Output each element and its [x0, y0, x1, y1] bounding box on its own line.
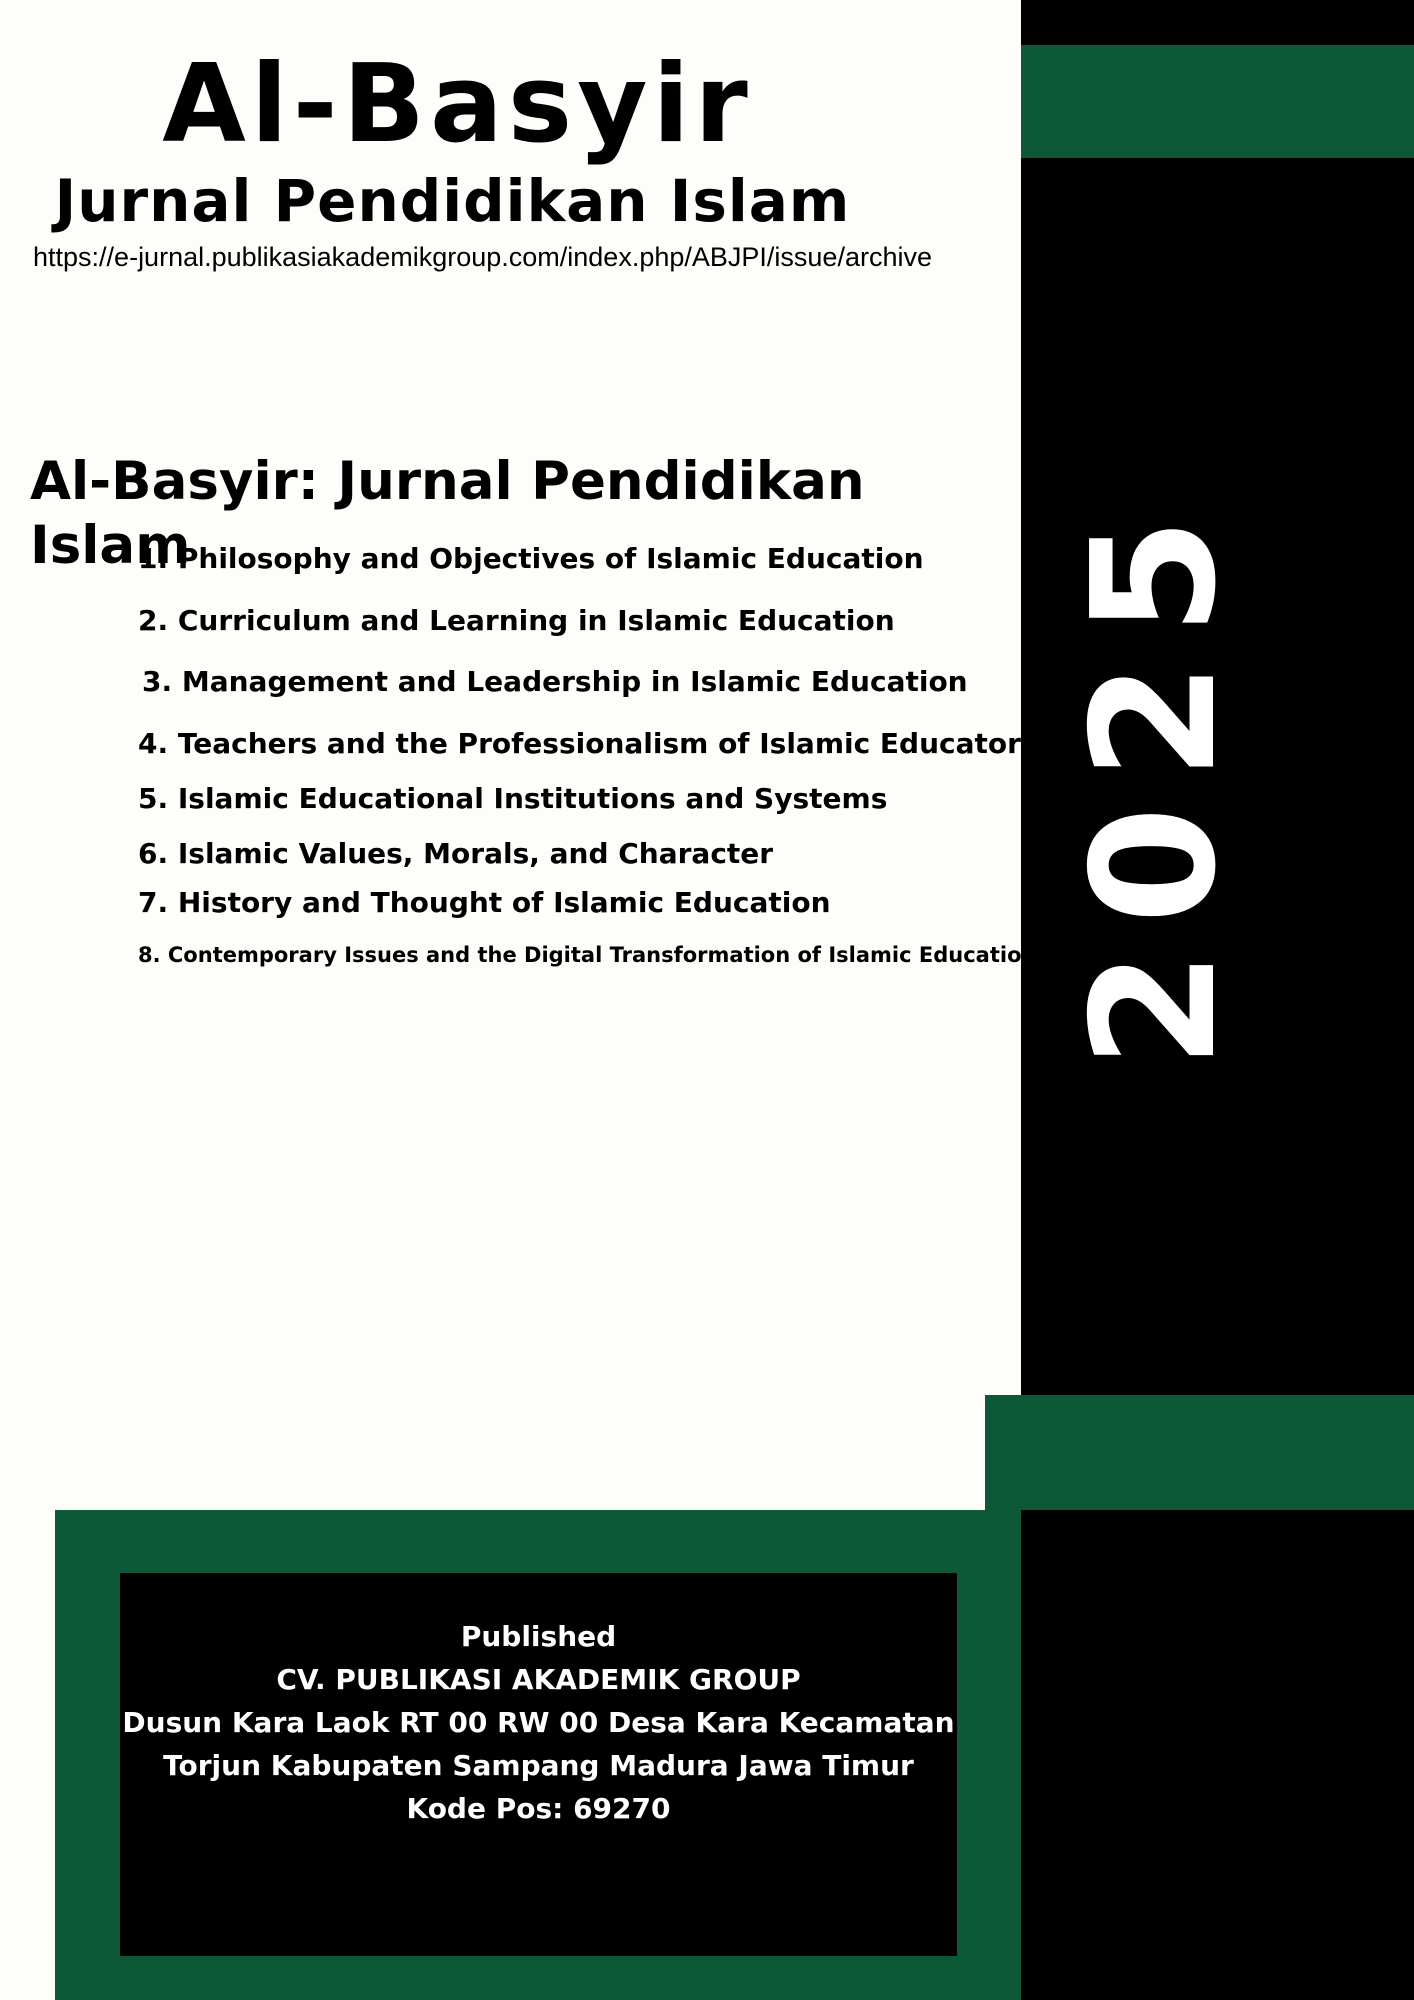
publisher-box [120, 1573, 957, 1956]
publisher-address-line-2: Torjun Kabupaten Sampang Madura Jawa Timur [163, 1749, 914, 1782]
right-green-bar-top [1021, 45, 1414, 158]
topic-item-1: 1. Philosophy and Objectives of Islamic Education [138, 542, 924, 575]
publisher-name: CV. PUBLIKASI AKADEMIK GROUP [276, 1663, 801, 1696]
journal-title: Al-Basyir [162, 42, 753, 167]
publisher-postal-code: Kode Pos: 69270 [406, 1792, 671, 1825]
year-text: 2025 [1056, 491, 1254, 1069]
topic-item-4: 4. Teachers and the Professionalism of Islamic Educators [138, 727, 1038, 760]
topic-item-3: 3. Management and Leadership in Islamic Education [142, 665, 968, 698]
journal-subtitle: Jurnal Pendidikan Islam [54, 167, 851, 235]
topic-item-2: 2. Curriculum and Learning in Islamic Education [138, 604, 895, 637]
topic-item-6: 6. Islamic Values, Morals, and Character [138, 837, 774, 870]
topics-heading: Al-Basyir: Jurnal Pendidikan Islam [30, 451, 865, 576]
published-label: Published [460, 1620, 617, 1653]
right-green-bar-middle [985, 1395, 1414, 1510]
topic-item-5: 5. Islamic Educational Institutions and Systems [138, 782, 888, 815]
topic-item-7: 7. History and Thought of Islamic Education [138, 886, 831, 919]
topic-item-8: 8. Contemporary Issues and the Digital Transformation of Islamic Education [138, 943, 1037, 967]
publisher-address-line-1: Dusun Kara Laok RT 00 RW 00 Desa Kara Kecamatan [122, 1706, 955, 1739]
journal-url: https://e-jurnal.publikasiakademikgroup.com/index.php/ABJPI/issue/archive [33, 242, 932, 272]
